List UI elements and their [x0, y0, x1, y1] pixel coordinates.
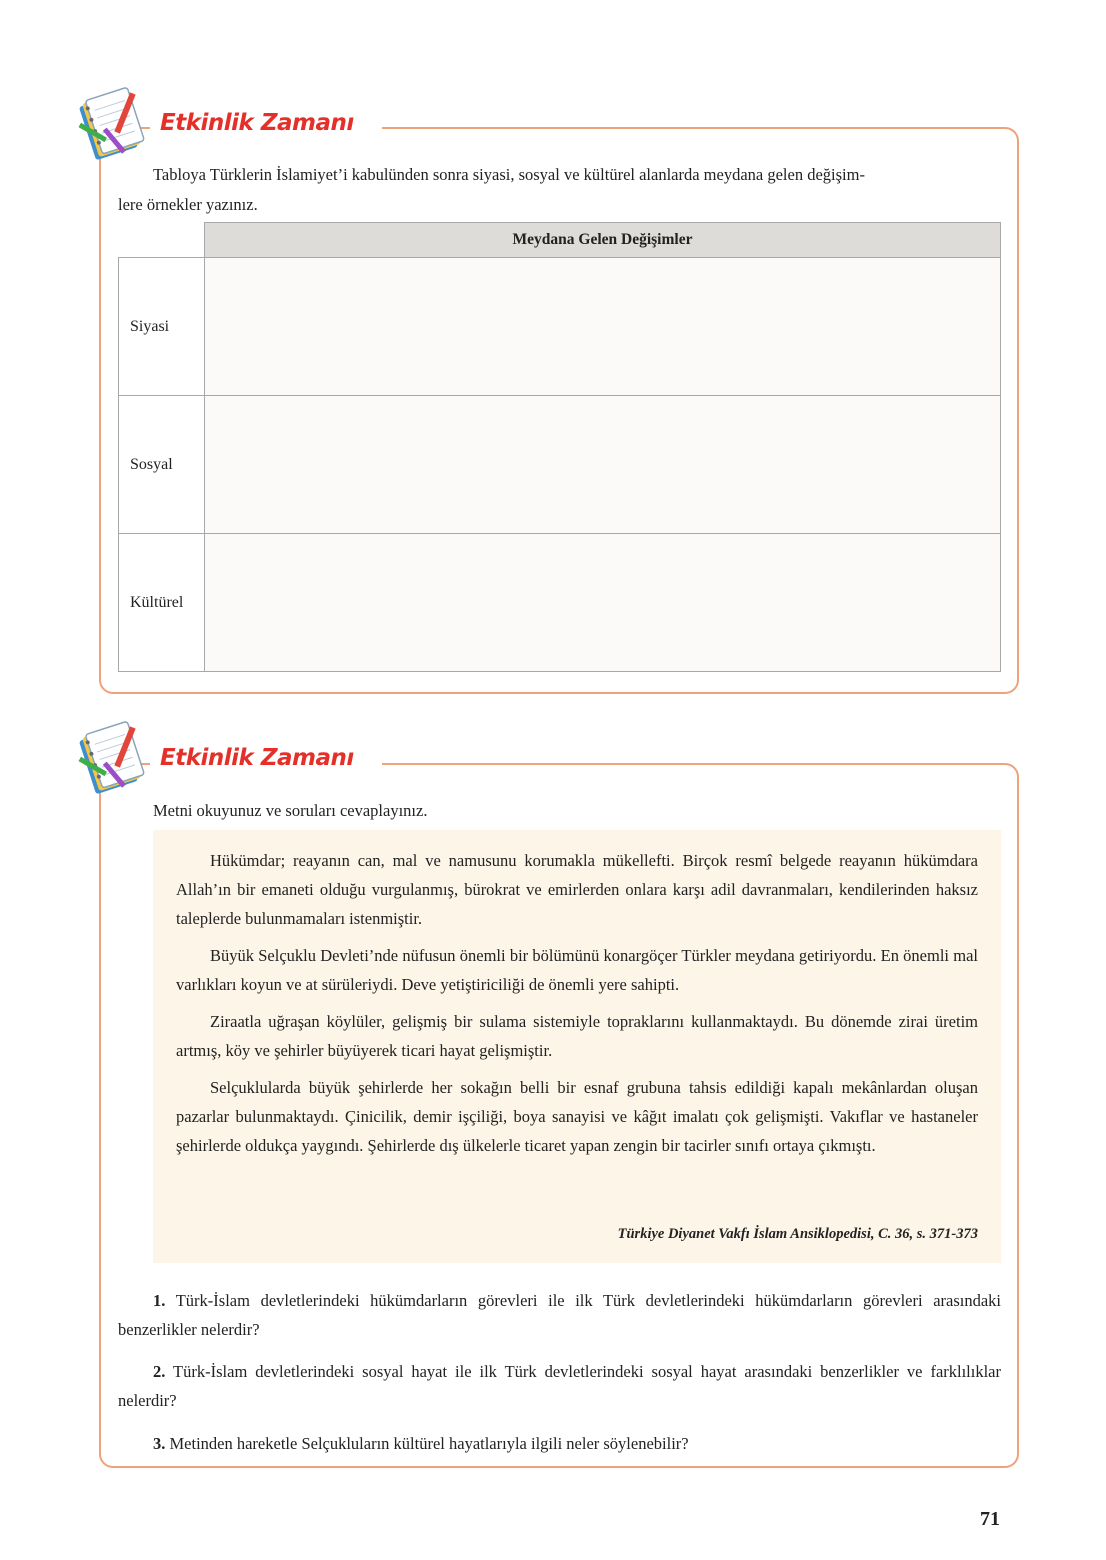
passage-paragraph: Ziraatla uğraşan köylüler, gelişmiş bir sulama sistemiyle topraklarını kullanmaktaydı. Bu dönemde zirai üretim artmış, köy ve şehirler büyüyerek ticari hayat gelişmiştir. [176, 1012, 978, 1060]
table-row [119, 534, 1001, 672]
question-1 [118, 1286, 1001, 1344]
question-2 [118, 1357, 1001, 1415]
question-number: 1. [153, 1291, 166, 1310]
question-text: Türk-İslam devletlerindeki hükümdarların görevleri ile ilk Türk devletlerindeki hükümdarların görevleri arasındaki benzerlikler nelerdir? [118, 1291, 1002, 1339]
row-label-sosyal: Sosyal [119, 396, 205, 534]
row-label-kulturel: Kültürel [119, 534, 205, 672]
question-3 [118, 1429, 1001, 1458]
table-header: Meydana Gelen Değişimler [205, 223, 1001, 258]
question-text: Türk-İslam devletlerindeki sosyal hayat ile ilk Türk devletlerindeki sosyal hayat arasındaki benzerlikler ve farklılıklar nelerdir? [118, 1362, 1002, 1410]
passage-paragraph: Hükümdar; reayanın can, mal ve namusunu korumakla mükellefti. Birçok resmî belgede reayanın hükümdara Allah’ın bir emaneti olduğu vurgulanmış, bürokrat ve emirlerden onlara karşı adil davranmaları, kendilerinden haksız taleplerde bulunmamaları istenmiştir. [176, 851, 978, 928]
page-number: 71 [980, 1508, 1000, 1530]
changes-table [118, 222, 1001, 672]
question-text: Metinden hareketle Selçukluların kültürel hayatlarıyla ilgili neler söylenebilir? [169, 1434, 689, 1453]
passage-paragraph: Selçuklularda büyük şehirlerde her sokağın belli bir esnaf grubuna tahsis edildiği kapalı mekânlardan oluşan pazarlar bulunmaktaydı. Çinicilik, demir işçiliği, boya sanayisi ve kâğıt imalatı çok gelişmişti. Vakıflar ve hastaneler şehirlerde oldukça yaygındı. Şehirlerde dış ülkelerle ticaret yapan zengin bir tacirler sınıfı ortaya çıkmıştı. [176, 1078, 978, 1155]
activity-1-title: Etkinlik Zamanı [160, 110, 354, 136]
row-label-siyasi: Siyasi [119, 258, 205, 396]
activity-1-instruction-line1: Tabloya Türklerin İslamiyet’i kabulünden sonra siyasi, sosyal ve kültürel alanlarda meydana gelen değişim- [153, 165, 865, 184]
table-row [119, 258, 1001, 396]
table-row [119, 396, 1001, 534]
passage-paragraph: Büyük Selçuklu Devleti’nde nüfusun önemli bir bölümünü konargöçer Türkler meydana getiriyordu. En önemli mal varlıkları koyun ve at sürüleriydi. Deve yetiştiriciliği de önemli yere sahipti. [176, 946, 978, 994]
question-number: 3. [153, 1434, 166, 1453]
activity-2-title: Etkinlik Zamanı [160, 745, 354, 771]
answer-cell-siyasi[interactable] [205, 258, 1001, 396]
notebook-pencils-icon [72, 720, 150, 798]
answer-cell-sosyal[interactable] [205, 396, 1001, 534]
activity-2-instruction: Metni okuyunuz ve soruları cevaplayınız. [153, 801, 428, 820]
activity-1-instruction-line2: lere örnekler yazınız. [118, 195, 258, 214]
table-corner [119, 223, 205, 258]
reading-passage [153, 830, 1001, 1263]
notebook-pencils-icon [72, 86, 150, 164]
answer-cell-kulturel[interactable] [205, 534, 1001, 672]
passage-source: Türkiye Diyanet Vakfı İslam Ansiklopedisi, C. 36, s. 371-373 [617, 1226, 978, 1242]
question-number: 2. [153, 1362, 166, 1381]
